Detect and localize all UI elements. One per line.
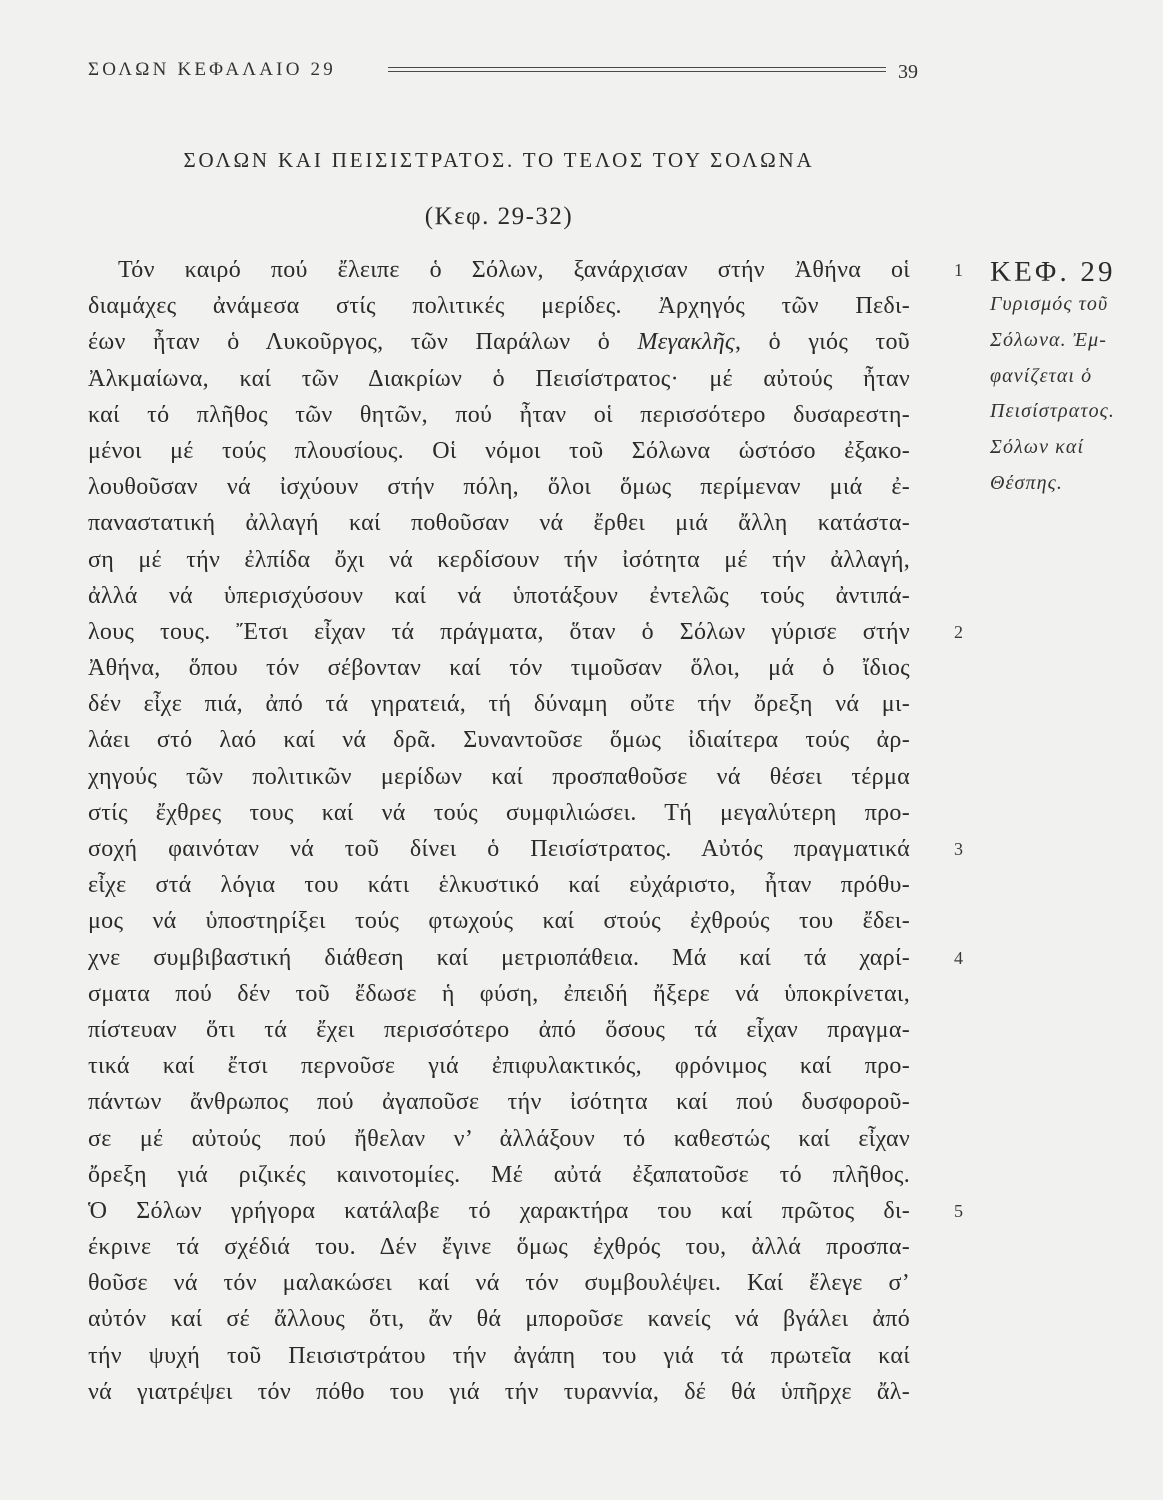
chapter-title: ΣΟΛΩΝ ΚΑΙ ΠΕΙΣΙΣΤΡΑΤΟΣ. ΤΟ ΤΕΛΟΣ ΤΟΥ ΣΟΛΩΝΑ — [183, 148, 815, 172]
text-line: έκρινε τά σχέδιά του. Δέν ἔγινε ὅμως ἐχθρός του, ἀλλά προσπα- — [88, 1234, 910, 1261]
text-row — [88, 1338, 910, 1374]
body-text — [88, 252, 963, 1410]
header-rule — [388, 67, 886, 72]
text-row — [88, 433, 910, 469]
page-number: 39 — [898, 61, 918, 83]
text-row — [88, 903, 910, 939]
text-row — [88, 1012, 910, 1048]
text-row — [88, 324, 910, 360]
text-line: λουθοῦσαν νά ἰσχύουν στήν πόλη, ὅλοι ὅμως περίμεναν μιά ἐ- — [88, 474, 910, 501]
text-line: Ἀθήνα, ὅπου τόν σέβονταν καί τόν τιμοῦσαν ὅλοι, μά ὁ ἴδιος — [88, 655, 910, 682]
text-line: μένοι μέ τούς πλουσίους. Οἱ νόμοι τοῦ Σόλωνα ὡστόσο ἐξακο- — [88, 437, 910, 464]
text-line: λους τους. Ἔτσι εἶχαν τά πράγματα, ὅταν ὁ Σόλων γύρισε στήν — [88, 618, 910, 645]
text-line: θοῦσε νά τόν μαλακώσει καί νά τόν συμβουλέψει. Καί ἔλεγε σ’ — [88, 1270, 910, 1297]
text-line: παναστατική ἀλλαγή καί ποθοῦσαν νά ἔρθει μιά ἄλλη κατάστα- — [88, 510, 910, 537]
text-row — [88, 1193, 963, 1229]
text-row — [88, 542, 910, 578]
text-row — [88, 867, 910, 903]
margin-summary-line: φανίζεται ὁ — [990, 364, 1093, 387]
text-line: ἀλλά νά ὑπερισχύσουν καί νά ὑποτάξουν ἐντελῶς τούς ἀντιπά- — [88, 582, 910, 609]
margin-summary-line: Γυρισμός τοῦ — [990, 293, 1109, 315]
text-row — [88, 578, 910, 614]
text-line: στίς ἔχθρες τους καί νά τούς συμφιλιώσει. Τή μεγαλύτερη προ- — [88, 799, 910, 826]
text-row — [88, 288, 910, 324]
text-row — [88, 831, 963, 867]
text-row — [88, 505, 910, 541]
chapter-subtitle: (Κεφ. 29-32) — [424, 203, 574, 230]
text-row — [88, 1157, 910, 1193]
section-number: 2 — [954, 621, 963, 642]
text-line: διαμάχες ἀνάμεσα στίς πολιτικές μερίδες. Ἀρχηγός τῶν Πεδι- — [88, 293, 910, 320]
text-line: Ὁ Σόλων γρήγορα κατάλαβε τό χαρακτήρα του καί πρῶτος δι- — [88, 1197, 910, 1224]
text-line: τικά καί ἔτσι περνοῦσε γιά ἐπιφυλακτικός, φρόνιμος καί προ- — [88, 1053, 910, 1080]
text-row — [88, 1048, 910, 1084]
margin-summary-line: Θέσπης. — [990, 471, 1063, 494]
text-row — [88, 795, 910, 831]
text-line: αὐτόν καί σέ ἄλλους ὅτι, ἄν θά μποροῦσε κανείς νά βγάλει ἀπό — [88, 1306, 910, 1333]
text-row — [88, 976, 910, 1012]
section-number: 5 — [954, 1200, 963, 1221]
text-row — [88, 1301, 910, 1337]
text-line: σματα πού δέν τοῦ ἔδωσε ἡ φύση, ἐπειδή ἤξερε νά ὑποκρίνεται, — [88, 980, 910, 1007]
text-line: Τόν καιρό πού ἔλειπε ὁ Σόλων, ξανάρχισαν στήν Ἀθήνα οἱ — [118, 257, 910, 283]
text-row — [88, 614, 963, 650]
text-line: ση μέ τήν ἐλπίδα ὄχι νά κερδίσουν τήν ἰσότητα μέ τήν ἀλλαγή, — [88, 546, 910, 573]
text-segment: έων ἦταν ὁ Λυκοῦργος, τῶν Παράλων ὁ — [88, 329, 638, 356]
margin-chapter-heading: ΚΕΦ. 29 — [990, 256, 1116, 288]
text-row — [88, 940, 963, 976]
section-number: 3 — [954, 839, 963, 859]
text-row — [88, 759, 910, 795]
text-row — [88, 650, 910, 686]
text-line: Ἀλκμαίωνα, καί τῶν Διακρίων ὁ Πεισίστρατος· μέ αὐτούς ἦταν — [88, 365, 910, 392]
text-row — [88, 361, 910, 397]
text-row — [88, 469, 910, 505]
text-row — [88, 1121, 910, 1157]
text-row — [88, 1374, 910, 1410]
text-row — [88, 397, 910, 433]
margin-summary-line: Σόλωνα. Ἐμ- — [990, 328, 1108, 351]
text-row — [88, 252, 963, 288]
emphasized-name: Μεγακλῆς — [637, 329, 735, 356]
margin-summary-line: Σόλων καί — [990, 436, 1085, 459]
text-line: μος νά ὑποστηρίξει τούς φτωχούς καί στούς ἐχθρούς του ἔδει- — [88, 908, 910, 935]
section-number: 1 — [954, 260, 963, 280]
text-row — [88, 686, 910, 722]
text-segment: , ὁ γιός τοῦ — [734, 329, 910, 356]
text-line: ὄρεξη γιά ριζικές καινοτομίες. Μέ αὐτά ἐξαπατοῦσε τό πλῆθος. — [88, 1161, 910, 1188]
text-line: χνε συμβιβαστική διάθεση καί μετριοπάθεια. Μά καί τά χαρί- — [88, 944, 910, 971]
text-line: σε μέ αὐτούς πού ἤθελαν ν’ ἀλλάξουν τό καθεστώς καί εἶχαν — [88, 1125, 910, 1152]
text-line: εἶχε στά λόγια του κάτι ἑλκυστικό καί εὐχάριστο, ἦταν πρόθυ- — [88, 872, 910, 899]
section-number: 4 — [954, 947, 963, 968]
running-title: ΣΟΛΩΝ ΚΕΦΑΛΑΙΟ 29 — [88, 59, 336, 80]
text-row — [88, 1265, 910, 1301]
text-line: σοχή φαινόταν νά τοῦ δίνει ὁ Πεισίστρατος. Αὐτός πραγματικά — [88, 836, 910, 862]
text-line: λάει στό λαό καί νά δρᾶ. Συναντοῦσε ὅμως ἰδιαίτερα τούς ἀρ- — [88, 727, 910, 754]
text-row — [88, 722, 910, 758]
text-row — [88, 1084, 910, 1120]
text-line: δέν εἶχε πιά, ἀπό τά γηρατειά, τή δύναμη οὔτε τήν ὄρεξη νά μι- — [88, 691, 910, 718]
text-line: πίστευαν ὅτι τά ἔχει περισσότερο ἀπό ὅσους τά εἶχαν πραγμα- — [88, 1016, 910, 1043]
text-line — [88, 324, 910, 360]
text-line: πάντων ἄνθρωπος πού ἀγαποῦσε τήν ἰσότητα καί πού δυσφοροῦ- — [88, 1089, 910, 1116]
text-line: τήν ψυχή τοῦ Πεισιστράτου τήν ἀγάπη του γιά τά πρωτεῖα καί — [88, 1342, 910, 1369]
text-line: νά γιατρέψει τόν πόθο του γιά τήν τυραννία, δέ θά ὑπῆρχε ἄλ- — [88, 1378, 910, 1405]
text-line: καί τό πλῆθος τῶν θητῶν, πού ἦταν οἱ περισσότερο δυσαρεστη- — [88, 401, 910, 428]
text-row — [88, 1229, 910, 1265]
text-line: χηγούς τῶν πολιτικῶν μερίδων καί προσπαθοῦσε νά θέσει τέρμα — [88, 763, 910, 790]
margin-summary-line: Πεισίστρατος. — [990, 400, 1115, 423]
margin-summary — [990, 287, 1155, 502]
